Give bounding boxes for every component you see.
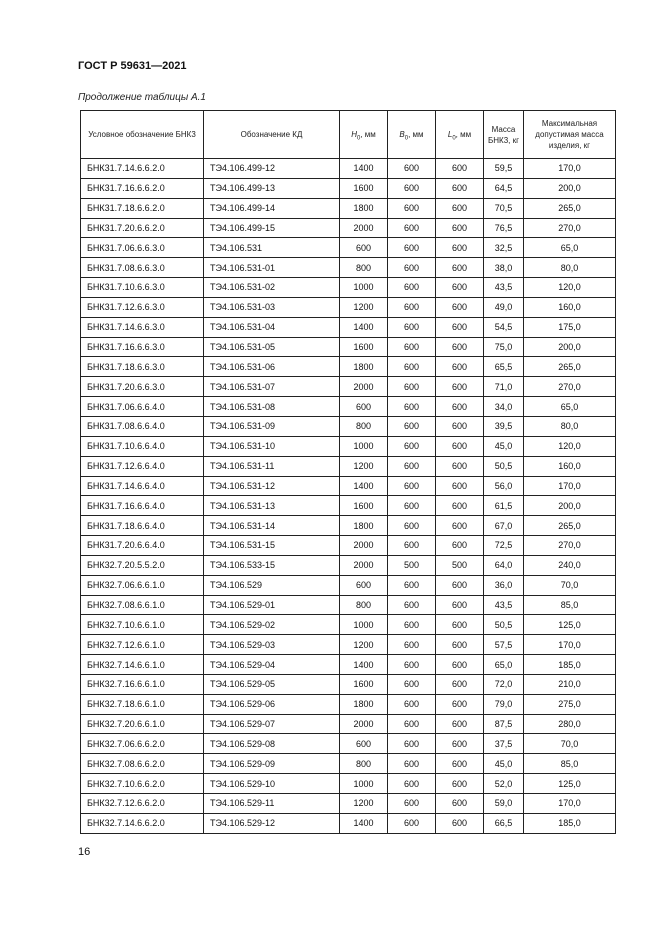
cell-b0: 600 (388, 635, 436, 655)
cell-l0: 500 (436, 555, 484, 575)
cell-max-mass: 210,0 (524, 674, 616, 694)
cell-b0: 600 (388, 397, 436, 417)
cell-max-mass: 280,0 (524, 714, 616, 734)
table-row (81, 774, 616, 794)
cell-mass: 79,0 (484, 694, 524, 714)
cell-kd: ТЭ4.106.531-11 (204, 456, 340, 476)
cell-designation: БНК31.7.06.6.6.4.0 (81, 397, 204, 417)
table-row (81, 436, 616, 456)
cell-l0: 600 (436, 357, 484, 377)
cell-max-mass: 185,0 (524, 813, 616, 833)
cell-max-mass: 170,0 (524, 476, 616, 496)
cell-b0: 600 (388, 516, 436, 536)
cell-mass: 87,5 (484, 714, 524, 734)
cell-designation: БНК31.7.20.6.6.3.0 (81, 377, 204, 397)
cell-max-mass: 200,0 (524, 496, 616, 516)
cell-kd: ТЭ4.106.531-02 (204, 278, 340, 298)
cell-l0: 600 (436, 317, 484, 337)
cell-max-mass: 65,0 (524, 238, 616, 258)
cell-designation: БНК31.7.18.6.6.3.0 (81, 357, 204, 377)
cell-b0: 600 (388, 436, 436, 456)
cell-b0: 600 (388, 178, 436, 198)
cell-kd: ТЭ4.106.529-06 (204, 694, 340, 714)
table-row (81, 258, 616, 278)
cell-max-mass: 85,0 (524, 754, 616, 774)
cell-l0: 600 (436, 377, 484, 397)
cell-b0: 600 (388, 754, 436, 774)
cell-l0: 600 (436, 198, 484, 218)
table-row (81, 714, 616, 734)
cell-designation: БНК32.7.14.6.6.1.0 (81, 655, 204, 675)
cell-designation: БНК32.7.08.6.6.2.0 (81, 754, 204, 774)
cell-designation: БНК31.7.16.6.6.3.0 (81, 337, 204, 357)
table-row (81, 159, 616, 179)
cell-h0: 2000 (340, 536, 388, 556)
cell-b0: 600 (388, 317, 436, 337)
col-header-designation: Условное обозначение БНК3 (81, 111, 204, 159)
cell-l0: 600 (436, 397, 484, 417)
cell-designation: БНК31.7.14.6.6.3.0 (81, 317, 204, 337)
cell-l0: 600 (436, 674, 484, 694)
cell-l0: 600 (436, 496, 484, 516)
table-row (81, 476, 616, 496)
cell-max-mass: 80,0 (524, 416, 616, 436)
cell-l0: 600 (436, 278, 484, 298)
cell-designation: БНК31.7.14.6.6.4.0 (81, 476, 204, 496)
table-caption: Продолжение таблицы А.1 (78, 92, 206, 103)
table-row (81, 536, 616, 556)
cell-mass: 54,5 (484, 317, 524, 337)
cell-mass: 66,5 (484, 813, 524, 833)
cell-max-mass: 265,0 (524, 357, 616, 377)
table-row (81, 754, 616, 774)
cell-b0: 600 (388, 476, 436, 496)
cell-l0: 600 (436, 774, 484, 794)
cell-max-mass: 70,0 (524, 734, 616, 754)
cell-designation: БНК31.7.08.6.6.3.0 (81, 258, 204, 278)
cell-l0: 600 (436, 297, 484, 317)
cell-l0: 600 (436, 436, 484, 456)
cell-kd: ТЭ4.106.531-12 (204, 476, 340, 496)
cell-l0: 600 (436, 595, 484, 615)
cell-l0: 600 (436, 635, 484, 655)
cell-h0: 800 (340, 595, 388, 615)
table-row (81, 416, 616, 436)
cell-max-mass: 275,0 (524, 694, 616, 714)
cell-designation: БНК31.7.10.6.6.4.0 (81, 436, 204, 456)
cell-designation: БНК31.7.18.6.6.4.0 (81, 516, 204, 536)
cell-mass: 72,5 (484, 536, 524, 556)
cell-l0: 600 (436, 238, 484, 258)
cell-designation: БНК32.7.06.6.6.1.0 (81, 575, 204, 595)
cell-b0: 600 (388, 694, 436, 714)
table-row (81, 456, 616, 476)
table-row (81, 278, 616, 298)
cell-mass: 45,0 (484, 436, 524, 456)
cell-h0: 1600 (340, 674, 388, 694)
cell-h0: 1400 (340, 159, 388, 179)
cell-designation: БНК32.7.20.5.5.2.0 (81, 555, 204, 575)
cell-l0: 600 (436, 615, 484, 635)
cell-max-mass: 120,0 (524, 436, 616, 456)
cell-max-mass: 265,0 (524, 198, 616, 218)
cell-max-mass: 170,0 (524, 635, 616, 655)
cell-b0: 600 (388, 377, 436, 397)
cell-mass: 50,5 (484, 615, 524, 635)
cell-h0: 1600 (340, 337, 388, 357)
cell-l0: 600 (436, 258, 484, 278)
cell-l0: 600 (436, 516, 484, 536)
cell-max-mass: 175,0 (524, 317, 616, 337)
cell-h0: 800 (340, 754, 388, 774)
cell-designation: БНК32.7.12.6.6.2.0 (81, 794, 204, 814)
cell-mass: 43,5 (484, 595, 524, 615)
cell-max-mass: 65,0 (524, 397, 616, 417)
cell-designation: БНК31.7.18.6.6.2.0 (81, 198, 204, 218)
cell-kd: ТЭ4.106.499-14 (204, 198, 340, 218)
cell-b0: 600 (388, 337, 436, 357)
cell-h0: 1400 (340, 655, 388, 675)
table-row (81, 555, 616, 575)
cell-designation: БНК32.7.20.6.6.1.0 (81, 714, 204, 734)
cell-h0: 1800 (340, 357, 388, 377)
cell-b0: 600 (388, 734, 436, 754)
cell-kd: ТЭ4.106.531-15 (204, 536, 340, 556)
cell-max-mass: 160,0 (524, 456, 616, 476)
cell-b0: 600 (388, 536, 436, 556)
cell-l0: 600 (436, 734, 484, 754)
cell-designation: БНК31.7.08.6.6.4.0 (81, 416, 204, 436)
cell-max-mass: 270,0 (524, 536, 616, 556)
cell-l0: 600 (436, 218, 484, 238)
document-standard-title: ГОСТ Р 59631—2021 (78, 60, 187, 72)
cell-max-mass: 80,0 (524, 258, 616, 278)
cell-kd: ТЭ4.106.529-11 (204, 794, 340, 814)
cell-b0: 600 (388, 258, 436, 278)
cell-kd: ТЭ4.106.531 (204, 238, 340, 258)
table-row (81, 516, 616, 536)
table-row (81, 655, 616, 675)
cell-l0: 600 (436, 655, 484, 675)
cell-mass: 57,5 (484, 635, 524, 655)
cell-l0: 600 (436, 476, 484, 496)
cell-h0: 1400 (340, 813, 388, 833)
cell-h0: 1800 (340, 516, 388, 536)
cell-b0: 600 (388, 595, 436, 615)
table-row (81, 357, 616, 377)
cell-mass: 64,5 (484, 178, 524, 198)
cell-max-mass: 270,0 (524, 377, 616, 397)
table-row (81, 813, 616, 833)
page-number: 16 (78, 846, 91, 858)
cell-kd: ТЭ4.106.529-03 (204, 635, 340, 655)
cell-kd: ТЭ4.106.531-01 (204, 258, 340, 278)
table-row (81, 794, 616, 814)
cell-b0: 600 (388, 238, 436, 258)
cell-b0: 600 (388, 496, 436, 516)
cell-l0: 600 (436, 159, 484, 179)
cell-h0: 600 (340, 238, 388, 258)
cell-h0: 1600 (340, 496, 388, 516)
col-header-mass: Масса БНК3, кг (484, 111, 524, 159)
cell-designation: БНК31.7.14.6.6.2.0 (81, 159, 204, 179)
cell-designation: БНК31.7.12.6.6.3.0 (81, 297, 204, 317)
cell-kd: ТЭ4.106.499-13 (204, 178, 340, 198)
col-header-max-mass: Максимальная допустимая масса изделия, кг (524, 111, 616, 159)
cell-designation: БНК32.7.08.6.6.1.0 (81, 595, 204, 615)
cell-l0: 600 (436, 416, 484, 436)
cell-max-mass: 125,0 (524, 615, 616, 635)
cell-max-mass: 200,0 (524, 178, 616, 198)
cell-b0: 600 (388, 198, 436, 218)
cell-b0: 600 (388, 218, 436, 238)
table-row (81, 317, 616, 337)
cell-kd: ТЭ4.106.531-07 (204, 377, 340, 397)
table-header-row (81, 111, 616, 159)
cell-mass: 39,5 (484, 416, 524, 436)
cell-max-mass: 70,0 (524, 575, 616, 595)
cell-kd: ТЭ4.106.531-05 (204, 337, 340, 357)
cell-b0: 600 (388, 813, 436, 833)
cell-h0: 600 (340, 575, 388, 595)
col-header-b0: $B_0$, мм (388, 111, 436, 159)
cell-mass: 32,5 (484, 238, 524, 258)
cell-l0: 600 (436, 456, 484, 476)
cell-designation: БНК31.7.10.6.6.3.0 (81, 278, 204, 298)
cell-mass: 71,0 (484, 377, 524, 397)
cell-kd: ТЭ4.106.529-10 (204, 774, 340, 794)
cell-h0: 2000 (340, 714, 388, 734)
table-row (81, 734, 616, 754)
cell-b0: 600 (388, 575, 436, 595)
cell-h0: 1000 (340, 615, 388, 635)
cell-mass: 59,5 (484, 159, 524, 179)
cell-max-mass: 185,0 (524, 655, 616, 675)
col-header-kd: Обозначение КД (204, 111, 340, 159)
cell-designation: БНК31.7.06.6.6.3.0 (81, 238, 204, 258)
cell-kd: ТЭ4.106.531-10 (204, 436, 340, 456)
cell-designation: БНК31.7.12.6.6.4.0 (81, 456, 204, 476)
table-row (81, 635, 616, 655)
cell-b0: 600 (388, 655, 436, 675)
cell-max-mass: 240,0 (524, 555, 616, 575)
cell-l0: 600 (436, 813, 484, 833)
table-row (81, 377, 616, 397)
table-row (81, 397, 616, 417)
cell-max-mass: 120,0 (524, 278, 616, 298)
cell-kd: ТЭ4.106.531-13 (204, 496, 340, 516)
cell-l0: 600 (436, 694, 484, 714)
table-row (81, 615, 616, 635)
cell-h0: 2000 (340, 218, 388, 238)
cell-b0: 600 (388, 297, 436, 317)
cell-kd: ТЭ4.106.529-02 (204, 615, 340, 635)
cell-kd: ТЭ4.106.529-08 (204, 734, 340, 754)
table-row (81, 496, 616, 516)
cell-b0: 600 (388, 159, 436, 179)
cell-mass: 43,5 (484, 278, 524, 298)
table-row (81, 674, 616, 694)
cell-max-mass: 125,0 (524, 774, 616, 794)
cell-kd: ТЭ4.106.531-09 (204, 416, 340, 436)
cell-h0: 1000 (340, 436, 388, 456)
table-row (81, 238, 616, 258)
cell-l0: 600 (436, 536, 484, 556)
cell-h0: 1200 (340, 297, 388, 317)
cell-max-mass: 160,0 (524, 297, 616, 317)
cell-mass: 65,0 (484, 655, 524, 675)
cell-mass: 64,0 (484, 555, 524, 575)
cell-h0: 600 (340, 397, 388, 417)
cell-designation: БНК32.7.06.6.6.2.0 (81, 734, 204, 754)
cell-max-mass: 85,0 (524, 595, 616, 615)
cell-h0: 800 (340, 416, 388, 436)
cell-b0: 600 (388, 615, 436, 635)
cell-designation: БНК31.7.20.6.6.2.0 (81, 218, 204, 238)
cell-b0: 600 (388, 357, 436, 377)
cell-kd: ТЭ4.106.533-15 (204, 555, 340, 575)
cell-l0: 600 (436, 794, 484, 814)
cell-kd: ТЭ4.106.531-04 (204, 317, 340, 337)
cell-h0: 1400 (340, 476, 388, 496)
cell-h0: 1200 (340, 456, 388, 476)
cell-mass: 59,0 (484, 794, 524, 814)
cell-max-mass: 270,0 (524, 218, 616, 238)
table-row (81, 575, 616, 595)
cell-mass: 72,0 (484, 674, 524, 694)
cell-h0: 1000 (340, 278, 388, 298)
table-row (81, 595, 616, 615)
cell-mass: 61,5 (484, 496, 524, 516)
cell-h0: 1200 (340, 635, 388, 655)
cell-b0: 500 (388, 555, 436, 575)
cell-designation: БНК32.7.10.6.6.1.0 (81, 615, 204, 635)
cell-max-mass: 200,0 (524, 337, 616, 357)
cell-designation: БНК32.7.16.6.6.1.0 (81, 674, 204, 694)
col-header-l0: $L_0$, мм (436, 111, 484, 159)
cell-b0: 600 (388, 714, 436, 734)
col-header-h0: $H_0$, мм (340, 111, 388, 159)
data-table (80, 110, 616, 834)
cell-kd: ТЭ4.106.531-06 (204, 357, 340, 377)
cell-l0: 600 (436, 178, 484, 198)
cell-h0: 2000 (340, 555, 388, 575)
cell-l0: 600 (436, 337, 484, 357)
cell-mass: 37,5 (484, 734, 524, 754)
table-row (81, 178, 616, 198)
cell-mass: 70,5 (484, 198, 524, 218)
cell-kd: ТЭ4.106.529-04 (204, 655, 340, 675)
cell-h0: 600 (340, 734, 388, 754)
cell-h0: 1800 (340, 694, 388, 714)
cell-mass: 45,0 (484, 754, 524, 774)
cell-kd: ТЭ4.106.499-15 (204, 218, 340, 238)
cell-max-mass: 265,0 (524, 516, 616, 536)
cell-l0: 600 (436, 714, 484, 734)
cell-designation: БНК31.7.16.6.6.4.0 (81, 496, 204, 516)
cell-h0: 1200 (340, 794, 388, 814)
table-row (81, 337, 616, 357)
cell-mass: 38,0 (484, 258, 524, 278)
cell-h0: 1800 (340, 198, 388, 218)
cell-h0: 1600 (340, 178, 388, 198)
cell-designation: БНК32.7.10.6.6.2.0 (81, 774, 204, 794)
cell-h0: 800 (340, 258, 388, 278)
cell-mass: 67,0 (484, 516, 524, 536)
cell-l0: 600 (436, 754, 484, 774)
cell-designation: БНК31.7.20.6.6.4.0 (81, 536, 204, 556)
cell-kd: ТЭ4.106.529-01 (204, 595, 340, 615)
cell-b0: 600 (388, 456, 436, 476)
cell-max-mass: 170,0 (524, 794, 616, 814)
cell-mass: 36,0 (484, 575, 524, 595)
cell-mass: 65,5 (484, 357, 524, 377)
cell-h0: 1400 (340, 317, 388, 337)
cell-mass: 34,0 (484, 397, 524, 417)
cell-mass: 76,5 (484, 218, 524, 238)
cell-kd: ТЭ4.106.529-07 (204, 714, 340, 734)
cell-max-mass: 170,0 (524, 159, 616, 179)
cell-b0: 600 (388, 416, 436, 436)
cell-l0: 600 (436, 575, 484, 595)
table-row (81, 297, 616, 317)
cell-kd: ТЭ4.106.531-03 (204, 297, 340, 317)
cell-h0: 1000 (340, 774, 388, 794)
cell-mass: 50,5 (484, 456, 524, 476)
cell-b0: 600 (388, 674, 436, 694)
cell-b0: 600 (388, 794, 436, 814)
table-row (81, 198, 616, 218)
cell-mass: 49,0 (484, 297, 524, 317)
cell-kd: ТЭ4.106.529-12 (204, 813, 340, 833)
cell-b0: 600 (388, 774, 436, 794)
cell-designation: БНК31.7.16.6.6.2.0 (81, 178, 204, 198)
table-row (81, 218, 616, 238)
cell-mass: 52,0 (484, 774, 524, 794)
cell-mass: 75,0 (484, 337, 524, 357)
cell-kd: ТЭ4.106.531-14 (204, 516, 340, 536)
cell-h0: 2000 (340, 377, 388, 397)
cell-mass: 56,0 (484, 476, 524, 496)
cell-designation: БНК32.7.18.6.6.1.0 (81, 694, 204, 714)
cell-designation: БНК32.7.12.6.6.1.0 (81, 635, 204, 655)
cell-kd: ТЭ4.106.529-09 (204, 754, 340, 774)
cell-designation: БНК32.7.14.6.6.2.0 (81, 813, 204, 833)
cell-kd: ТЭ4.106.529 (204, 575, 340, 595)
cell-kd: ТЭ4.106.529-05 (204, 674, 340, 694)
cell-kd: ТЭ4.106.531-08 (204, 397, 340, 417)
cell-kd: ТЭ4.106.499-12 (204, 159, 340, 179)
cell-b0: 600 (388, 278, 436, 298)
table-row (81, 694, 616, 714)
